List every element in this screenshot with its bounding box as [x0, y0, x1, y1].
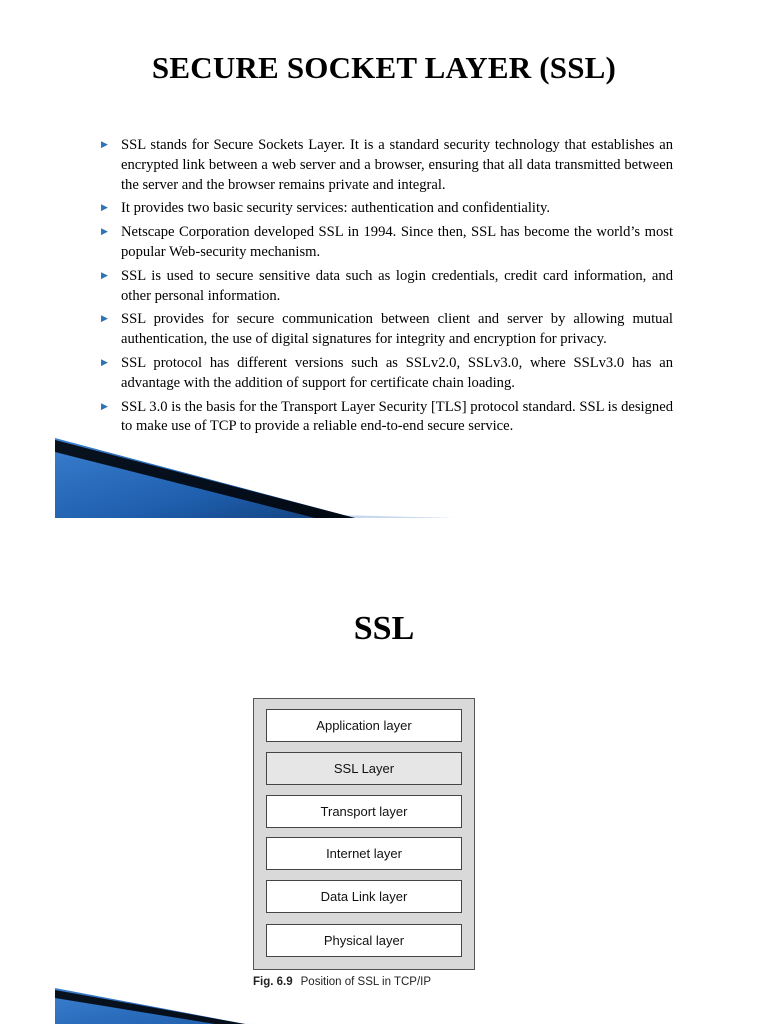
- decorative-swoosh-icon: [55, 984, 455, 1024]
- figure-caption-text: Position of SSL in TCP/IP: [300, 976, 432, 988]
- bullet-list: [97, 136, 673, 441]
- layer-application: Application layer: [266, 709, 462, 742]
- layer-physical: Physical layer: [266, 924, 462, 957]
- bullet-arrow-icon: ▶: [101, 314, 108, 325]
- bullet-arrow-icon: ▶: [101, 357, 108, 368]
- bullet-item: ▶ SSL provides for secure communication between client and server by allowing mutual authentication, the use of digital signatures for integrity and encryption for privacy.: [101, 311, 673, 348]
- slide-1: [55, 0, 713, 518]
- slide-2: [55, 540, 713, 1024]
- bullet-item: ▶ It provides two basic security services: authentication and confidentiality.: [97, 199, 673, 219]
- bullet-arrow-icon: ▶: [101, 401, 108, 412]
- slide-title: SSL: [353, 610, 415, 647]
- bullet-item: ▶ Netscape Corporation developed SSL in 1994. Since then, SSL has become the world’s most popular Web-security mechanism.: [101, 224, 673, 260]
- layer-ssl: SSL Layer: [266, 752, 462, 785]
- bullet-arrow-icon: ▶: [101, 227, 108, 238]
- layer-transport: Transport layer: [266, 795, 462, 828]
- decorative-swoosh-icon: [55, 408, 455, 518]
- bullet-arrow-icon: ▶: [101, 203, 108, 214]
- bullet-arrow-icon: ▶: [101, 270, 108, 281]
- tcpip-layer-stack: [253, 698, 475, 970]
- layer-data-link: Data Link layer: [266, 880, 462, 913]
- bullet-item: ▶ SSL protocol has different versions such as SSLv2.0, SSLv3.0, where SSLv3.0 has an advantage with the addition of support for certificate chain loading.: [101, 354, 673, 391]
- bullet-arrow-icon: ▶: [101, 140, 108, 150]
- bullet-item: ▶ SSL stands for Secure Sockets Layer. It is a standard security technology that establishes an encrypted link between a web server and a browser, ensuring that all data transmitted between the server and the browser remains private and integral.: [101, 137, 673, 193]
- layer-internet: Internet layer: [266, 837, 462, 870]
- bullet-item: ▶ SSL is used to secure sensitive data such as login credentials, credit card information, and other personal information.: [101, 267, 673, 304]
- slide-title: SECURE SOCKET LAYER (SSL): [151, 50, 617, 85]
- figure-number: Fig. 6.9: [253, 976, 293, 988]
- bullet-item: ▶ SSL 3.0 is the basis for the Transport Layer Security [TLS] protocol standard. SSL is designed to make use of TCP to provide a reliable end-to-end secure service.: [101, 398, 673, 435]
